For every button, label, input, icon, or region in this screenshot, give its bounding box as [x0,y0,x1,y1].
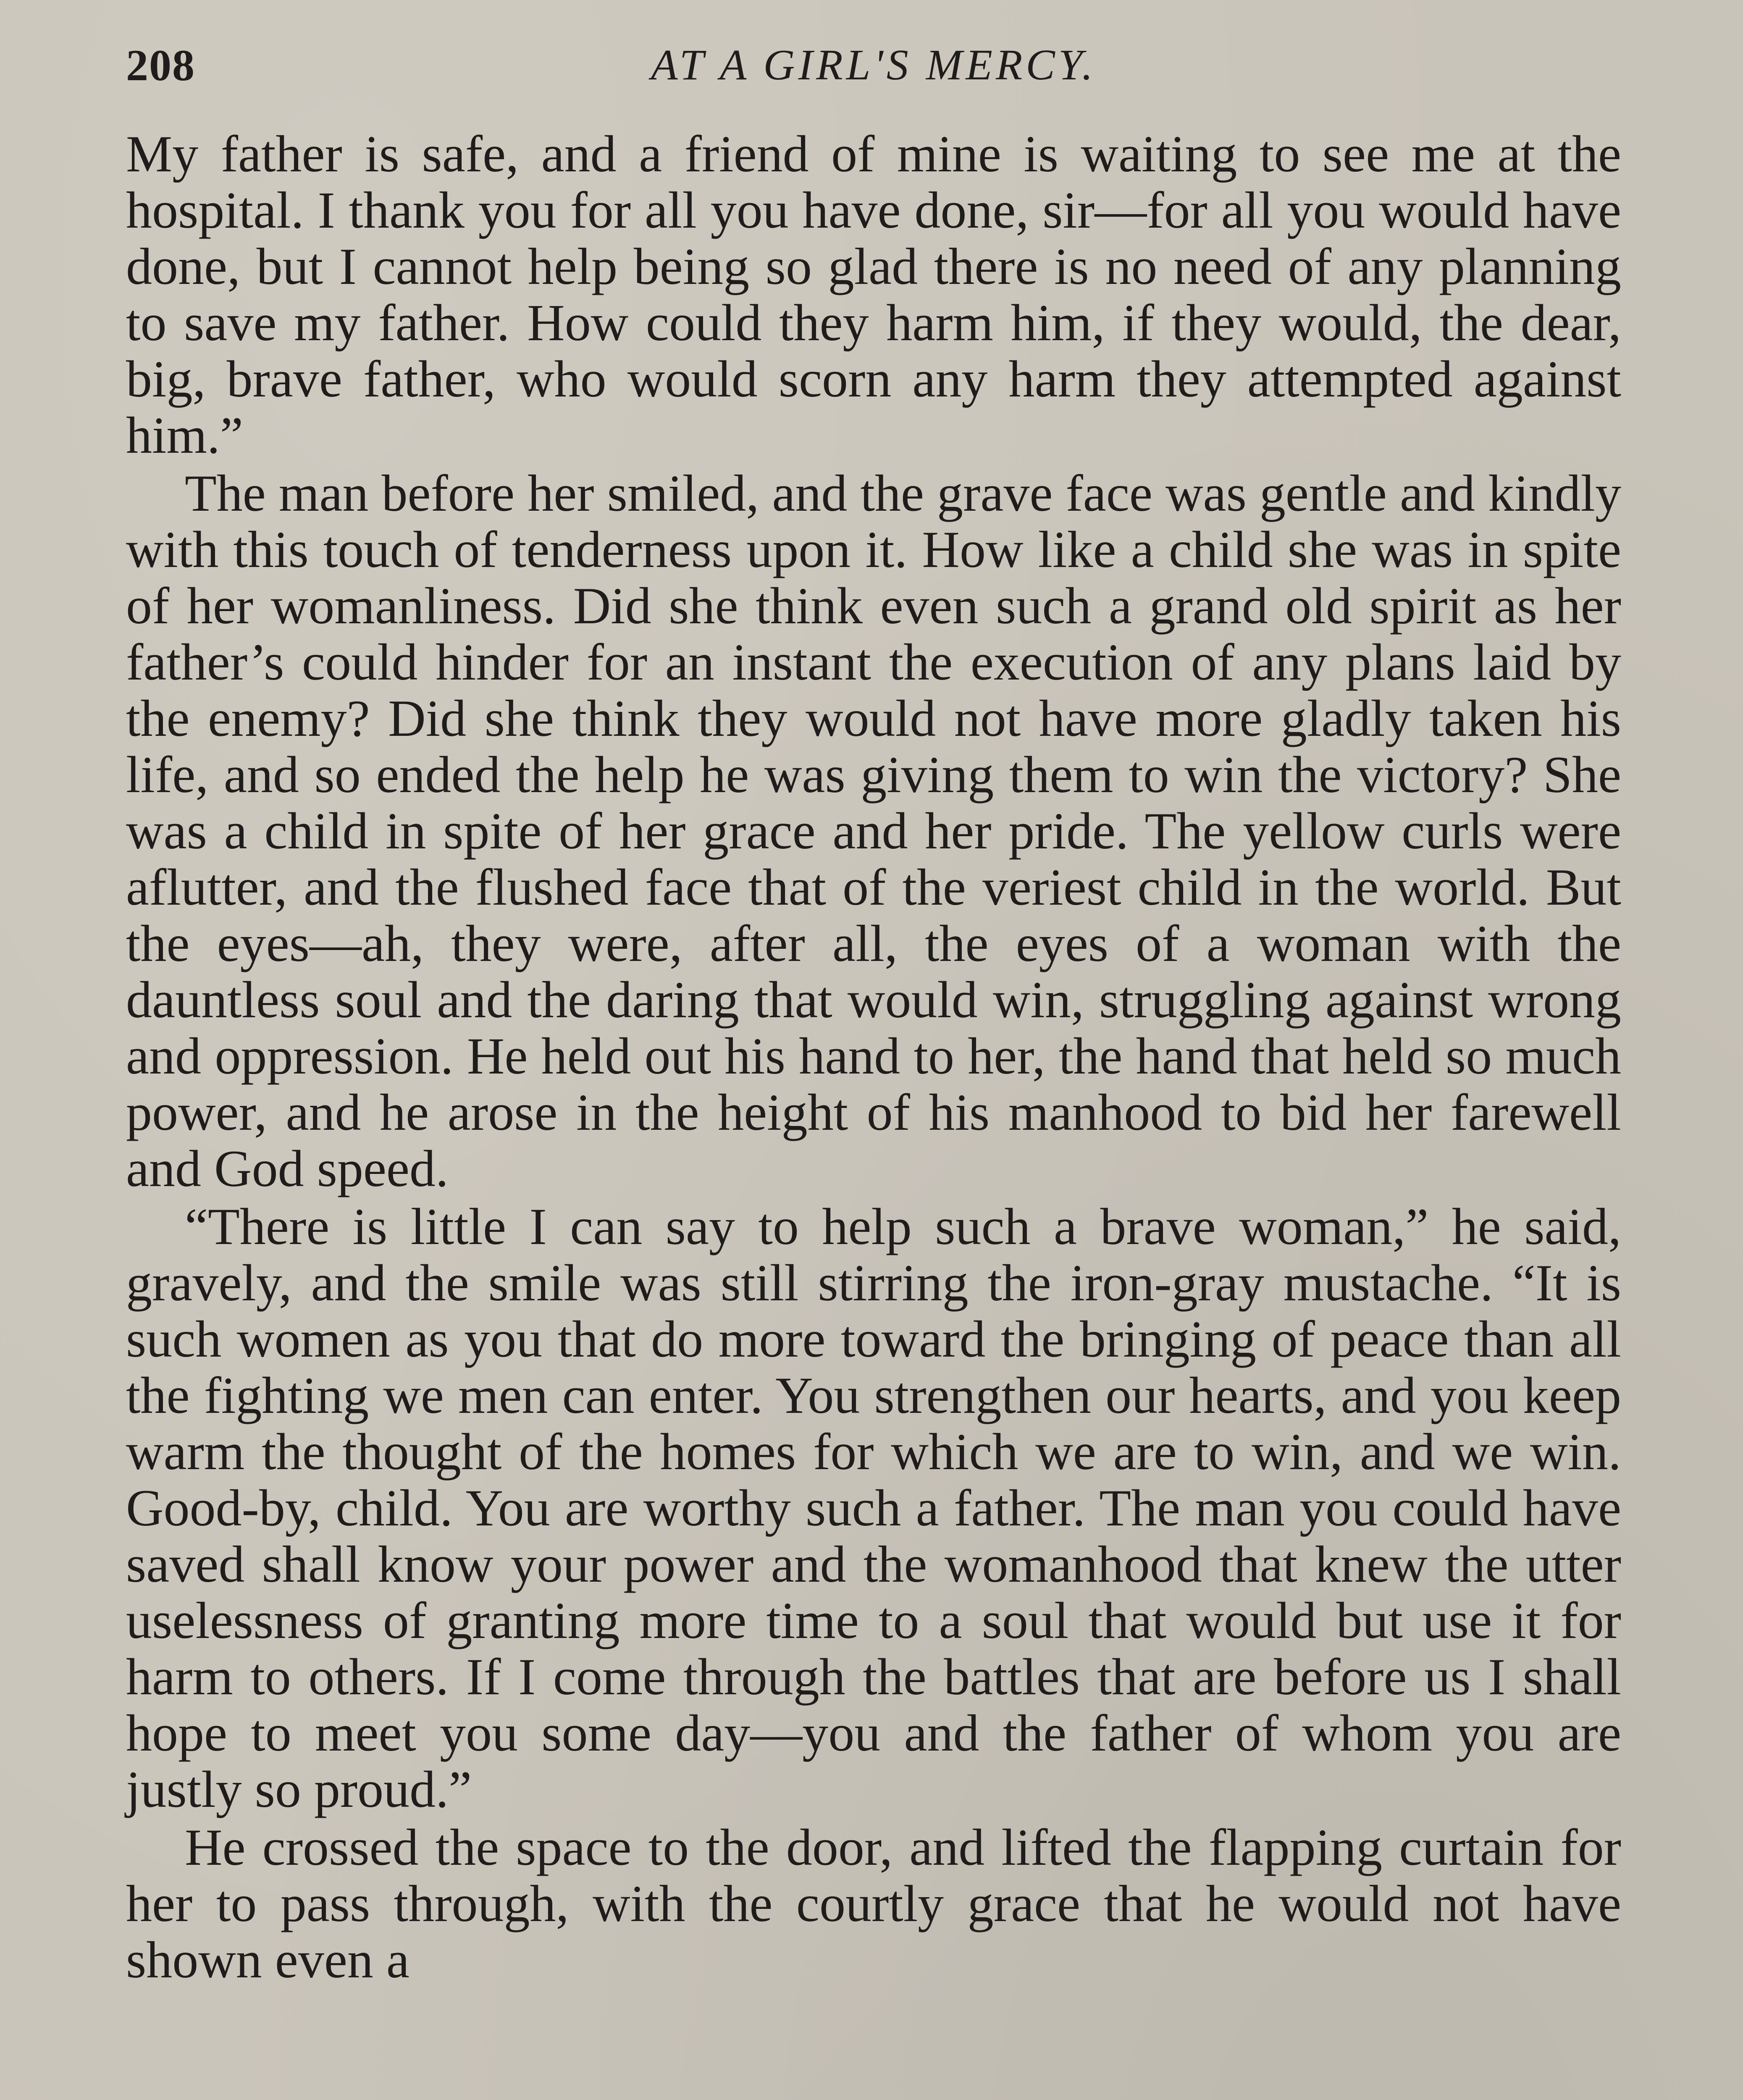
paragraph-2: The man before her smiled, and the grave face was gentle and kindly with this touch of tenderness upon it. How like a child she was in spite of her womanliness. Did she think even such a grand old spirit as her father’s could hinder for an instant the execution of any plans laid by the enemy? Did she think they would not have more gladly taken his life, and so ended the help he was giving them to win the victory? She was a child in spite of her grace and her pride. The yellow curls were aflutter, and the flushed face that of the veriest child in the world. But the eyes—ah, they were, after all, the eyes of a woman with the dauntless soul and the daring that would win, struggling against wrong and oppression. He held out his hand to her, the hand that held so much power, and he arose in the height of his manhood to bid her farewell and God speed. [126,465,1621,1197]
page-number: 208 [126,41,195,90]
running-head: AT A GIRL'S MERCY. [651,41,1097,89]
body-text [126,126,1621,1988]
paragraph-4: He crossed the space to the door, and lifted the flapping curtain for her to pass through, with the courtly grace that he would not have shown even a [126,1819,1621,1989]
page-header [126,40,1621,103]
paragraph-1: My father is safe, and a friend of mine is waiting to see me at the hospital. I thank you for all you have done, sir—for all you would have done, but I cannot help being so glad there is no need of any planning to save my father. How could they harm him, if they would, the dear, big, brave father, who would scorn any harm they attempted against him.” [126,125,1621,464]
paragraph-3: “There is little I can say to help such a brave woman,” he said, gravely, and the smile was still stirring the iron-gray mustache. “It is such women as you that do more toward the bringing of peace than all the fighting we men can enter. You strengthen our hearts, and you keep warm the thought of the homes for which we are to win, and we win. Good-by, child. You are worthy such a father. The man you could have saved shall know your power and the womanhood that knew the utter uselessness of granting more time to a soul that would but use it for harm to others. If I come through the battles that are before us I shall hope to meet you some day—you and the father of whom you are justly so proud.” [126,1198,1621,1818]
